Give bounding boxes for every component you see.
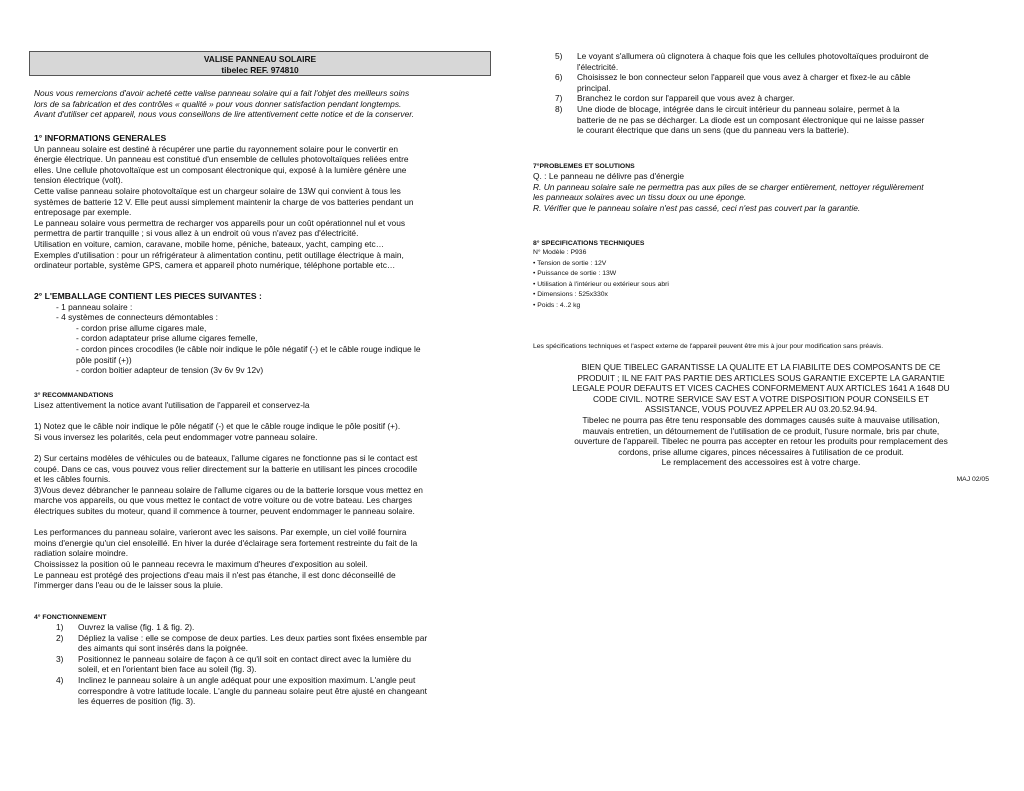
text-line: cordons, prise allume cigares, pinces nécessaires à l'utilisation de ce produit. — [618, 446, 904, 457]
package-subitem: - cordon pinces crocodiles (le câble noir indique le pôle négatif (-) et le câble rouge indique le — [76, 343, 421, 354]
step-line: soleil, et en l'orientant bien face au soleil (fig. 3). — [78, 664, 257, 675]
spec-line: • Tension de sortie : 12V — [533, 259, 607, 267]
package-subitems — [34, 323, 492, 376]
text-line: Choississez la position où le panneau recevra le maximum d'heures d'exposition au soleil. — [34, 558, 368, 569]
text-line: et les câbles fournis. — [34, 474, 111, 485]
text-line: ouverture de l'appareil. Tibelec ne pourra pas accepter en retour les produits pour remplacement des — [574, 436, 948, 447]
text-line: BIEN QUE TIBELEC GARANTISSE LA QUALITE ET LA FIABILITE DES COMPOSANTS DE CE — [581, 362, 941, 372]
text-line: moins d'energie qu'un ciel ensoleillé. En hiver la durée d'éclairage sera fortement restreinte du fait de la — [34, 537, 418, 548]
operation-step — [533, 104, 989, 136]
spec-line: • Puissance de sortie : 13W — [533, 270, 617, 278]
step-line: les équerres de position (fig. 3). — [78, 696, 196, 707]
spec-list — [533, 248, 989, 312]
text-line: électriques subites du moteur, quand il commence à tourner, peuvent endommager le panneau solaire. — [34, 505, 415, 516]
section-body — [34, 144, 492, 271]
document-title: VALISE PANNEAU SOLAIRE — [203, 54, 317, 64]
text-line: Utilisation en voiture, camion, caravane, mobile home, péniche, bateaux, yacht, camping etc… — [34, 238, 385, 249]
package-subitem: - cordon boitier adapteur de tension (3v 6v 9v 12v) — [76, 365, 264, 376]
step-line: Branchez le cordon sur l'appareil que vous avez à charger. — [577, 93, 795, 104]
text-line: Un panneau solaire est destiné à récupérer une partie du rayonnement solaire pour le convertir en — [34, 143, 399, 154]
text-line: radiation solaire moindre. — [34, 548, 129, 559]
problem-answers — [533, 182, 989, 214]
package-item: - 4 systèmes de connecteurs démontables : — [56, 312, 218, 323]
section-heading: 7°PROBLEMES ET SOLUTIONS — [533, 163, 635, 170]
step-number: 6) — [555, 72, 563, 83]
step-number: 7) — [555, 93, 563, 104]
operation-step — [34, 622, 492, 633]
text-line — [34, 411, 492, 422]
step-text — [533, 104, 989, 136]
spec-line: N° Modèle : P936 — [533, 249, 587, 256]
text-line: Tibelec ne pourra pas être tenu responsable des dommages causés suite à mauvaise utilisation, — [582, 414, 940, 425]
text-line: entreposage par exemple. — [34, 207, 132, 218]
section-troubleshooting — [533, 162, 989, 213]
problem-question: Q. : Le panneau ne délivre pas d'énergie — [533, 171, 685, 181]
intro-line: Avant d'utiliser cet appareil, nous vous conseillons de lire attentivement cette notice et de la conserver. — [34, 109, 415, 120]
step-number: 4) — [56, 674, 64, 685]
intro-line: Nous vous remercions d'avoir acheté cette valise panneau solaire qui a fait l'objet des meilleurs soins — [34, 88, 410, 98]
document-reference: tibelec REF. 974810 — [221, 64, 299, 75]
section-general-info — [34, 133, 492, 271]
text-line: 1) Notez que le câble noir indique le pôle négatif (-) et que le câble rouge indique le pôle positif (+). — [34, 421, 401, 432]
step-line: l'électricité. — [577, 61, 619, 72]
text-line: 2) Sur certains modèles de véhicules ou de bateaux, l'allume cigares ne fonctionne pas si le contact est — [34, 452, 418, 463]
package-subitem: - cordon prise allume cigares male, — [76, 322, 207, 333]
text-line — [34, 517, 492, 528]
text-line — [34, 442, 492, 453]
step-text — [34, 633, 492, 654]
step-line: Ouvrez la valise (fig. 1 & fig. 2). — [78, 622, 195, 632]
text-line: elles. Une cellule photovoltaïque est un composant électronique qui, exposé à la lumière génère une — [34, 164, 407, 175]
section-heading: 2° L'EMBALLAGE CONTIENT LES PIECES SUIVANTES : — [34, 291, 262, 301]
text-line: permettra de partir tranquille ; si vous allez à un endroit où vous n'avez pas d'électricité. — [34, 228, 359, 239]
step-line: Le voyant s'allumera où clignotera à chaque fois que les cellules photovoltaïques produiront de — [577, 51, 929, 61]
step-line: Dépliez la valise : elle se compose de deux parties. Les deux parties sont fixées ensemble par — [78, 632, 428, 643]
text-line: coupé. Dans ce cas, vous pouvez vous relier directement sur la batterie en utilisant les pinces crocodile — [34, 463, 418, 474]
text-line: Exemples d'utilisation : pour un réfrigérateur à alimentation continu, petit outillage électrique à main, — [34, 249, 404, 260]
step-text — [533, 72, 989, 93]
operation-steps — [34, 622, 492, 707]
step-number: 1) — [56, 622, 64, 632]
step-text — [34, 622, 492, 633]
text-line: 3)Vous devez débrancher le panneau solaire de l'allume cigares ou de la batterie lorsque vous mettez en — [34, 484, 423, 495]
spec-line: • Poids : 4..2 kg — [533, 301, 581, 309]
text-line: LEGALE POUR DEFAUTS ET VICES CACHES CONFORMEMENT AUX ARTICLES 1641 A 1648 DU — [572, 383, 950, 394]
step-line: le courant électrique que dans un sens (que du panneau vers la batterie). — [577, 125, 849, 136]
text-line: PRODUIT ; IL NE FAIT PAS PARTIE DES ARTICLES SOUS GARANTIE EXCEPTE LA GARANTIE — [577, 372, 945, 383]
section-heading: 3° RECOMMANDATIONS — [34, 392, 114, 399]
text-line: mauvais entretien, un détournement de l'utilisation de ce produit, l'usure normale, bris par chute, — [582, 425, 940, 436]
section-body — [34, 400, 492, 591]
section-operation — [34, 613, 492, 707]
text-line: l'immerger dans l'eau ou de le laisser sous la pluie. — [34, 580, 223, 591]
text-line: systèmes de batterie 12 V. Elle peut aussi simplement maintenir la charge de vos batteries pendant un — [34, 196, 414, 207]
section-package — [34, 291, 492, 376]
text-line: ordinateur portable, système GPS, camera et appareil photo numérique, téléphone portable etc… — [34, 260, 396, 271]
spec-line: • Dimensions : 525x330x — [533, 291, 608, 299]
text-line: Lisez attentivement la notice avant l'utilisation de l'appareil et conservez-la — [34, 400, 310, 410]
problem-answer: R. Un panneau solaire sale ne permettra pas aux piles de se charger entièrement, nettoyer régulièrement — [533, 181, 924, 192]
step-number: 5) — [555, 51, 563, 61]
step-number: 2) — [56, 632, 64, 643]
step-number: 8) — [555, 103, 563, 114]
step-number: 3) — [56, 653, 64, 664]
package-item: - 1 panneau solaire : — [56, 301, 133, 312]
operation-step — [34, 654, 492, 675]
step-line: Une diode de blocage, intégrée dans le circuit intérieur du panneau solaire, permet à la — [577, 103, 900, 114]
step-line: Inclinez le panneau solaire à un angle adéquat pour une exposition maximum. L'angle peut — [78, 674, 416, 685]
text-line: Les performances du panneau solaire, varieront avec les saisons. Par exemple, un ciel voilé fournira — [34, 527, 407, 538]
operation-step — [34, 675, 492, 707]
operation-step — [34, 633, 492, 654]
section-heading: 1° INFORMATIONS GENERALES — [34, 133, 167, 143]
package-subitem: - cordon adaptateur prise allume cigares femelle, — [76, 333, 258, 344]
operation-steps-continued — [533, 51, 989, 136]
text-line: Si vous inversez les polarités, cela peut endommager votre panneau solaire. — [34, 431, 318, 442]
step-line: principal. — [577, 82, 611, 93]
operation-step — [533, 93, 989, 104]
step-line: Choisissez le bon connecteur selon l'appareil que vous avez à charger et fixez-le au câble — [577, 72, 911, 83]
text-line: marche vos appareils, ou que vous mettez le contact de votre voiture ou de votre bateau. Les charges — [34, 495, 413, 506]
document-title-box — [29, 51, 491, 76]
text-line: CODE CIVIL. NOTRE SERVICE SAV EST A VOTRE DISPOSITION POUR CONSEILS ET — [592, 393, 929, 404]
intro-line: lors de sa fabrication et des contrôles « qualité » pour vous donner satisfaction pendant longtemps. — [34, 98, 402, 109]
warranty-notice — [533, 362, 989, 468]
package-items — [34, 302, 492, 323]
spec-note: Les spécifications techniques et l'aspect externe de l'appareil peuvent être mis à jour pour modification sans préavis. — [533, 343, 884, 350]
section-heading: 4° FONCTIONNEMENT — [34, 614, 107, 621]
text-line: tension électrique (volt). — [34, 175, 123, 186]
step-text — [34, 654, 492, 675]
intro-paragraph — [34, 88, 492, 120]
section-heading: 8° SPECIFICATIONS TECHNIQUES — [533, 240, 645, 247]
text-line: Le panneau solaire vous permettra de recharger vos appareils pour un coût opérationnel nul et vous — [34, 217, 406, 228]
package-subitem: pôle positif (+)) — [76, 354, 132, 365]
text-line: Le remplacement des accessoires est à votre charge. — [661, 457, 861, 468]
revision-date: MAJ 02/05 — [956, 476, 989, 483]
spec-line: • Utilisation à l'intérieur ou extérieur sous abri — [533, 280, 669, 288]
operation-step — [533, 51, 989, 72]
step-line: des aimants qui sont insérés dans la poignée. — [78, 643, 248, 654]
problem-answer: les panneaux solaires avec un tissu doux ou une éponge. — [533, 192, 747, 203]
text-line: Cette valise panneau solaire photovoltaïque est un chargeur solaire de 13W qui convient à tous les — [34, 185, 401, 196]
text-line: ASSISTANCE, VOUS POUVEZ APPELER AU 03.20.52.94.94. — [644, 404, 878, 415]
step-text — [533, 51, 989, 72]
step-line: batterie de ne pas se décharger. La diode est un composant électronique qui ne laisse passer — [577, 114, 925, 125]
step-text — [34, 675, 492, 707]
text-line: Le panneau est protégé des projections d'eau mais il n'est pas étanche, il est donc déconseillé de — [34, 569, 396, 580]
step-text — [533, 93, 989, 104]
operation-step — [533, 72, 989, 93]
section-recommendations — [34, 391, 492, 591]
step-line: Positionnez le panneau solaire de façon à ce qu'il soit en contact direct avec la lumière du — [78, 653, 412, 664]
section-specifications — [533, 239, 989, 312]
step-line: correspondre à votre latitude locale. L'angle du panneau solaire peut être ajusté en changeant — [78, 685, 427, 696]
problem-answer: R. Vérifier que le panneau solaire n'est pas cassé, ceci n'est pas couvert par la garantie. — [533, 202, 861, 213]
text-line: énergie électrique. Un panneau est constitué d'un ensemble de cellules photovoltaïques reliées entre — [34, 154, 409, 165]
